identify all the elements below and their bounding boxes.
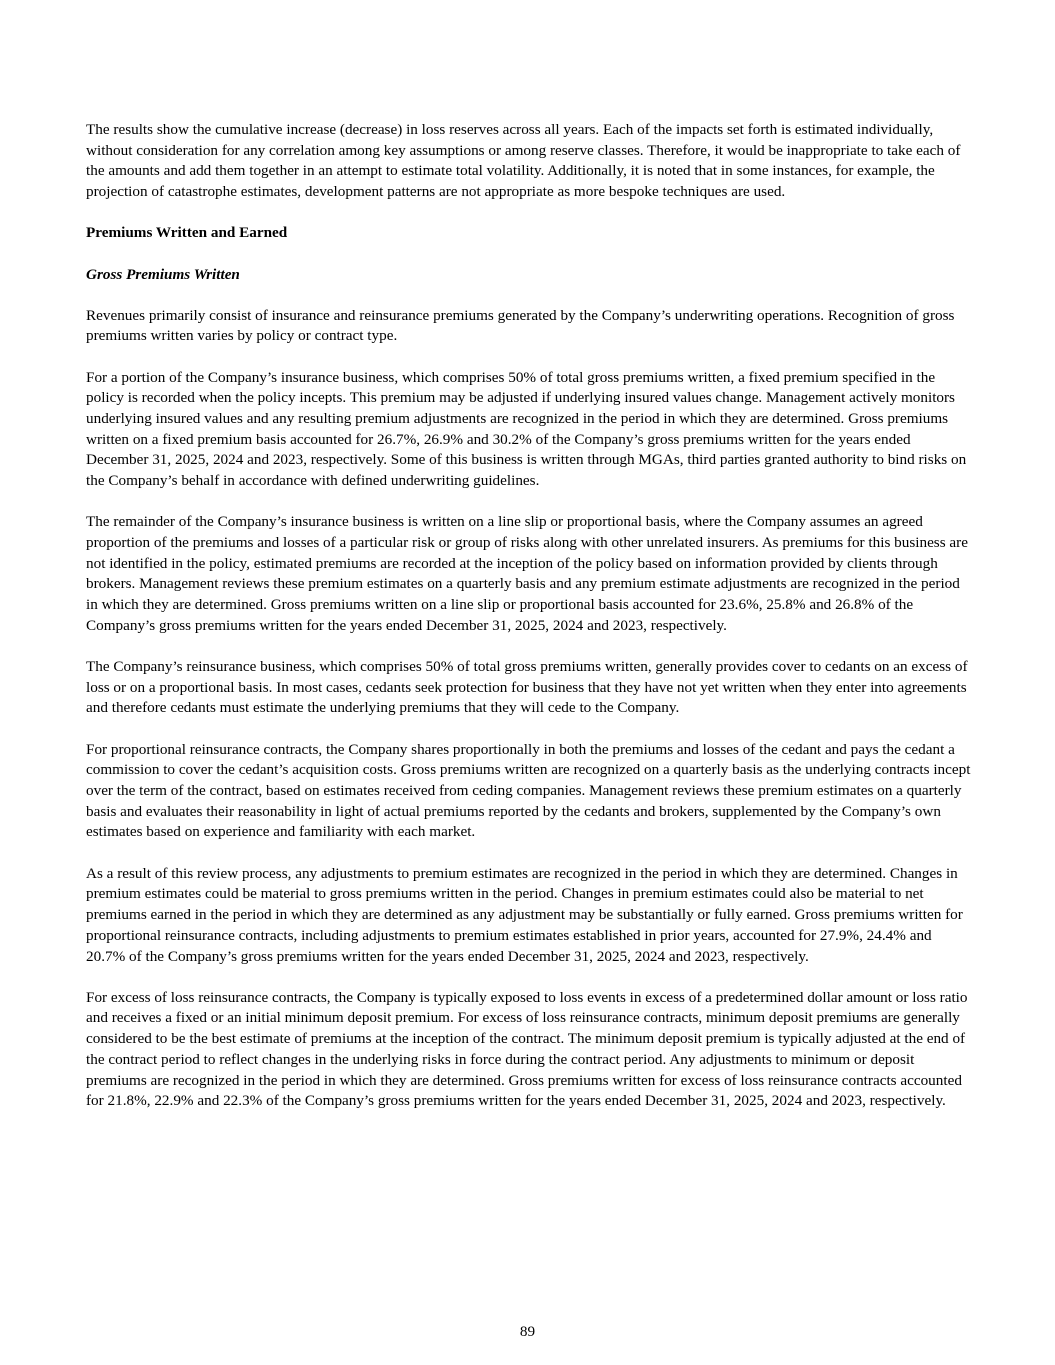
paragraph-reinsurance: The Company’s reinsurance business, which comprises 50% of total gross premiums written, generally provides cover to cedants on an excess of loss or on a proportional basis. In most cases, cedants seek protection for business that they have not yet written when they enter into agreements and therefore cedants must estimate the underlying premiums that they will cede to the Company. bbox=[86, 658, 968, 717]
paragraph-review-process: As a result of this review process, any adjustments to premium estimates are recognized in the period in which they are determined. Changes in premium estimates could be material to gross premiums written in the period. Changes in premium estimates could also be material to net premiums earned in the period in which they are determined as any adjustment may be substantially or fully earned. Gross premiums written for proportional reinsurance contracts, including adjustments to premium estimates established in prior years, accounted for 27.9%, 24.4% and 20.7% of the Company’s gross premiums written for the years ended December 31, 2025, 2024 and 2023, respectively. bbox=[86, 864, 963, 965]
paragraph-proportional: For proportional reinsurance contracts, the Company shares proportionally in both the premiums and losses of the cedant and pays the cedant a commission to cover the cedant’s acquisition costs. Gross premiums written are recognized on a quarterly basis as the underlying contracts incept over the term of the contract, based on estimates received from ceding companies. Management reviews these premium estimates on a quarterly basis and evaluates their reasonability in light of actual premiums reported by the cedants and brokers, supplemented by the Company’s own estimates based on experience and familiarity with each market. bbox=[86, 740, 971, 841]
paragraph-revenues: Revenues primarily consist of insurance and reinsurance premiums generated by the Company’s underwriting operations. Recognition of gross premiums written varies by policy or contract type. bbox=[86, 306, 955, 345]
section-heading: Premiums Written and Earned bbox=[86, 224, 288, 242]
paragraph-line-slip: The remainder of the Company’s insurance business is written on a line slip or proportional basis, where the Company assumes an agreed proportion of the premiums and losses of a particular risk or group of risks along with other unrelated insurers. As premiums for this business are not identified in the policy, estimated premiums are recorded at the inception of the policy based on information provided by clients through brokers. Management reviews these premium estimates on a quarterly basis and any premium estimate adjustments are recognized in the period in which they are determined. Gross premiums written on a line slip or proportional basis accounted for 23.6%, 25.8% and 26.8% of the Company’s gross premiums written for the years ended December 31, 2025, 2024 and 2023, respectively. bbox=[86, 513, 968, 634]
page-number: 89 bbox=[519, 1323, 536, 1340]
subsection-heading: Gross Premiums Written bbox=[86, 265, 240, 283]
document-body bbox=[86, 120, 971, 1112]
paragraph-excess-of-loss: For excess of loss reinsurance contracts, the Company is typically exposed to loss events in excess of a predetermined dollar amount or loss ratio and receives a fixed or an initial minimum deposit premium. For excess of loss reinsurance contracts, minimum deposit premiums are generally considered to be the best estimate of premiums at the inception of the contract. The minimum deposit premium is typically adjusted at the end of the contract period to reflect changes in the underlying risks in force during the contract period. Any adjustments to minimum or deposit premiums are recognized in the period in which they are determined. Gross premiums written for excess of loss reinsurance contracts accounted for 21.8%, 22.9% and 22.3% of the Company’s gross premiums written for the years ended December 31, 2025, 2024 and 2023, respectively. bbox=[86, 988, 968, 1110]
paragraph-intro: The results show the cumulative increase (decrease) in loss reserves across all years. Each of the impacts set forth is estimated individually, without consideration for any correlation among key assumptions or among reserve classes. Therefore, it would be inappropriate to take each of the amounts and add them together in an attempt to estimate total volatility. Additionally, it is noted that in some instances, for example, the projection of catastrophe estimates, development patterns are not appropriate as more bespoke techniques are used. bbox=[86, 121, 961, 201]
paragraph-fixed-premium: For a portion of the Company’s insurance business, which comprises 50% of total gross premiums written, a fixed premium specified in the policy is recorded when the policy incepts. This premium may be adjusted if underlying insured values change. Management actively monitors underlying insured values and any resulting premium adjustments are recognized in the period in which they are determined. Gross premiums written on a fixed premium basis accounted for 26.7%, 26.9% and 30.2% of the Company’s gross premiums written for the years ended December 31, 2025, 2024 and 2023, respectively. Some of this business is written through MGAs, third parties granted authority to bind risks on the Company’s behalf in accordance with defined underwriting guidelines. bbox=[86, 368, 967, 490]
